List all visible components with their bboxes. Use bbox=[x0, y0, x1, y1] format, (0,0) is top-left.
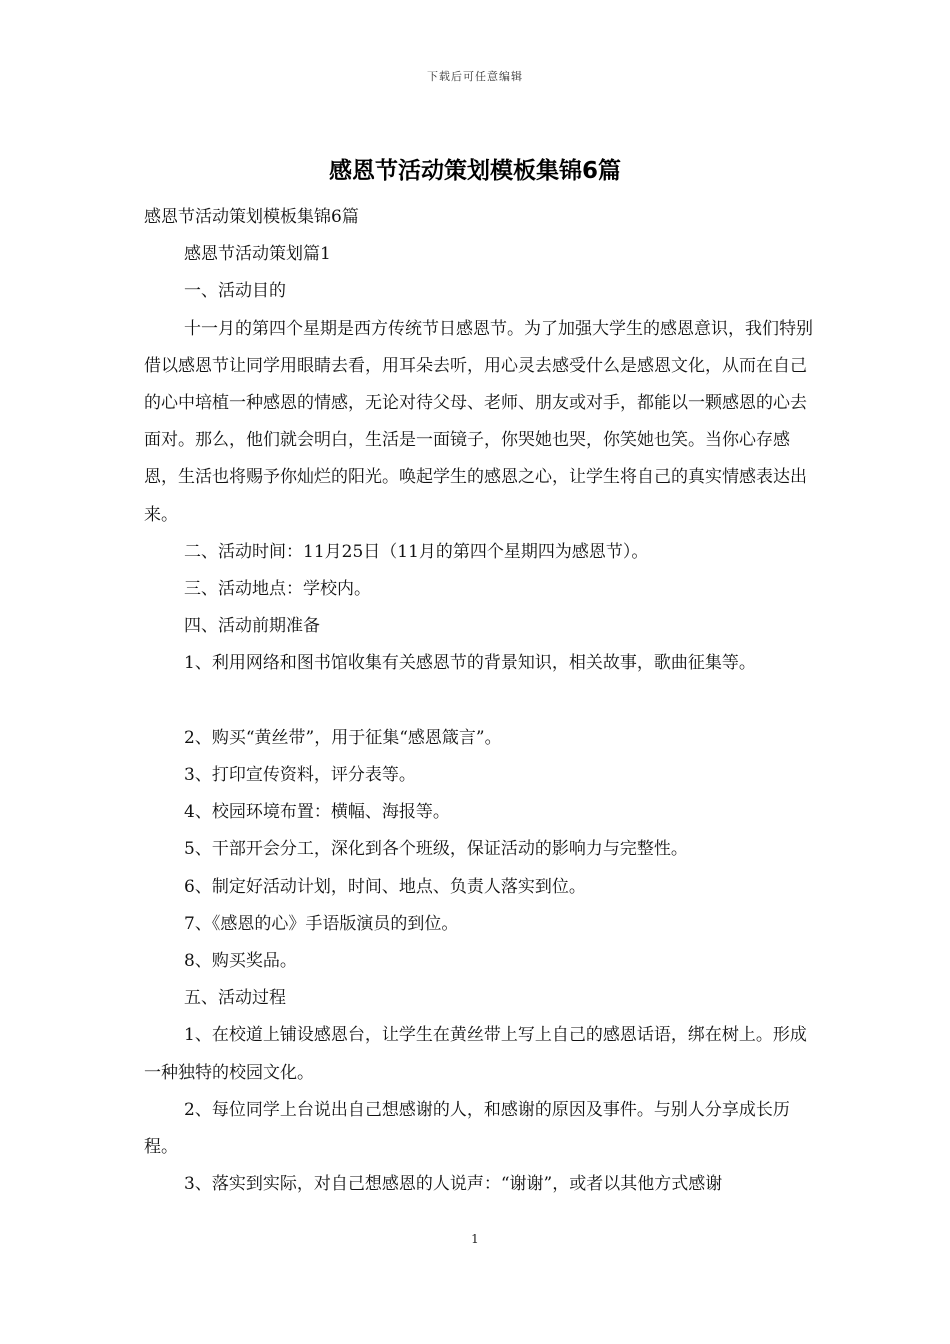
purpose-paragraph: 十一月的第四个星期是西方传统节日感恩节。为了加强大学生的感恩意识，我们特别借以感恩节让同学用眼睛去看，用耳朵去听，用心灵去感受什么是感恩文化，从而在自己的心中培植一种感恩的情感，无论对待父母、老师、朋友或对手，都能以一颗感恩的心去面对。那么，他们就会明白，生活是一面镜子，你哭她也哭，你笑她也笑。当你心存感恩，生活也将赐予你灿烂的阳光。唤起学生的感恩之心，让学生将自己的真实情感表达出来。 bbox=[144, 318, 813, 525]
document-title: 感恩节活动策划模板集锦6篇 bbox=[328, 158, 621, 184]
prep-item-4: 4、校园环境布置：横幅、海报等。 bbox=[184, 802, 450, 823]
prep-item-6: 6、制定好活动计划，时间、地点、负责人落实到位。 bbox=[184, 876, 586, 897]
prep-item-3: 3、打印宣传资料，评分表等。 bbox=[184, 765, 416, 786]
page-number: 1 bbox=[471, 1232, 479, 1246]
prep-item-1: 1、利用网络和图书馆收集有关感恩节的背景知识，相关故事，歌曲征集等。 bbox=[184, 653, 756, 674]
process-item-2: 2、每位同学上台说出自己想感谢的人，和感谢的原因及事件。与别人分享成长历程。 bbox=[144, 1099, 790, 1158]
subtitle-paragraph: 感恩节活动策划模板集锦6篇 bbox=[144, 207, 359, 227]
process-item-3: 3、落实到实际，对自己想感恩的人说声：“谢谢”，或者以其他方式感谢 bbox=[184, 1174, 723, 1195]
activity-time-paragraph: 二、活动时间：11月25日（11月的第四个星期四为感恩节）。 bbox=[184, 541, 649, 562]
section-heading-plan-1: 感恩节活动策划篇1 bbox=[184, 244, 331, 265]
heading-activity-process: 五、活动过程 bbox=[184, 988, 286, 1009]
heading-preparation: 四、活动前期准备 bbox=[184, 616, 320, 637]
prep-item-2: 2、购买“黄丝带”，用于征集“感恩箴言”。 bbox=[184, 727, 502, 748]
blank-line bbox=[144, 683, 820, 720]
prep-item-7: 7、《感恩的心》手语版演员的到位。 bbox=[184, 913, 459, 934]
document-body bbox=[144, 199, 820, 1203]
prep-item-8: 8、购买奖品。 bbox=[184, 951, 297, 972]
heading-activity-purpose: 一、活动目的 bbox=[184, 281, 286, 302]
page-header-note: 下载后可任意编辑 bbox=[427, 70, 523, 83]
process-item-1: 1、在校道上铺设感恩台，让学生在黄丝带上写上自己的感恩话语，绑在树上。形成一种独特的校园文化。 bbox=[144, 1025, 807, 1083]
prep-item-5: 5、干部开会分工，深化到各个班级，保证活动的影响力与完整性。 bbox=[184, 839, 688, 860]
activity-location-paragraph: 三、活动地点：学校内。 bbox=[184, 579, 371, 600]
